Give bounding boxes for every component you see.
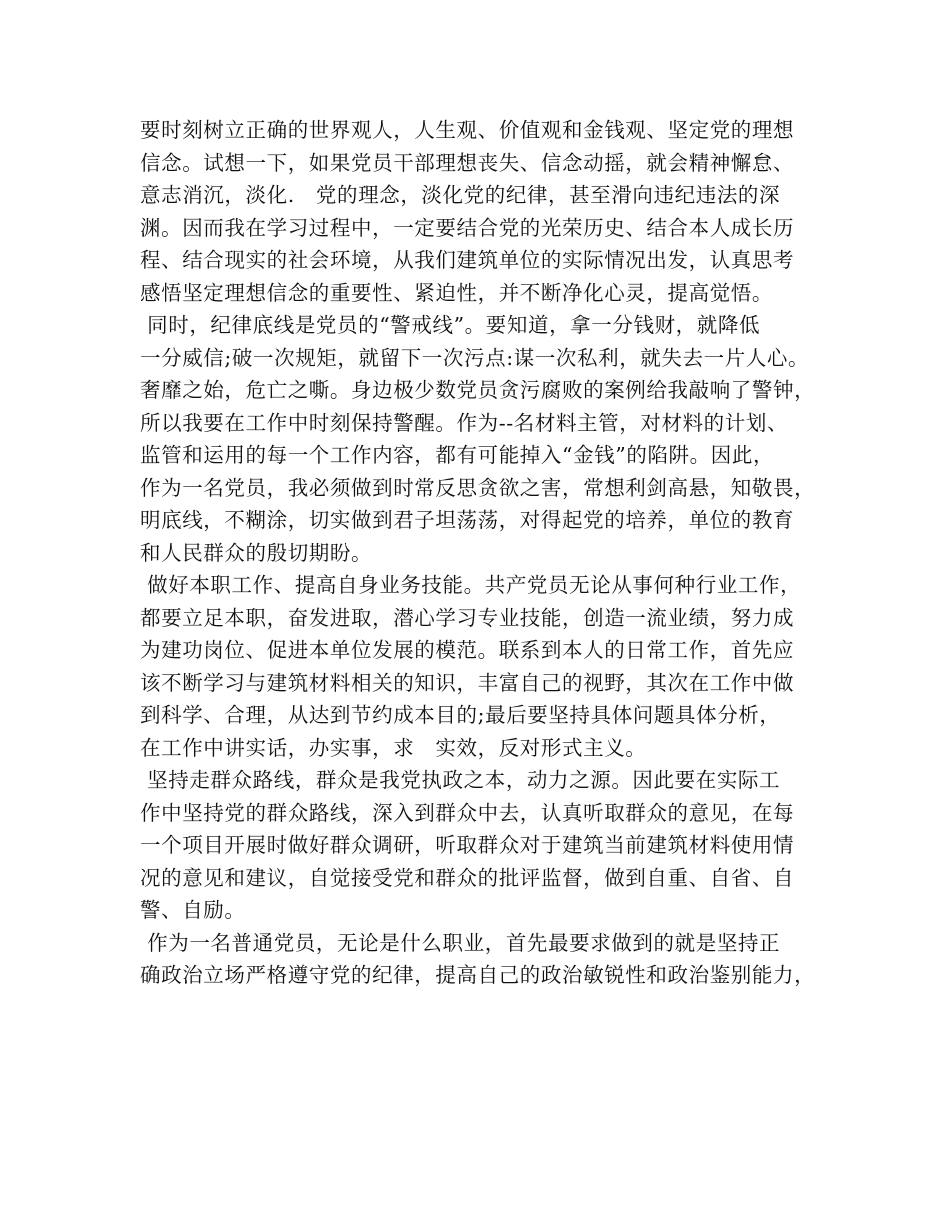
body-text bbox=[140, 114, 830, 992]
text-line: 警、自励。 bbox=[140, 898, 246, 922]
text-line: 和人民群众的殷切期盼。 bbox=[140, 540, 373, 565]
text-line: 明底线，不糊涂，切实做到君子坦荡荡，对得起党的培养，单位的教育 bbox=[140, 508, 795, 532]
text-line: 奢靡之始，危亡之嘶。身边极少数党员贪污腐败的案例给我敲响了警钟， bbox=[140, 378, 816, 402]
text-line: 作为一名党员，我必须做到时常反思贪欲之害，常想利剑高悬，知敬畏， bbox=[140, 475, 816, 500]
text-line: 坚持走群众路线，群众是我党执政之本，动力之源。因此要在实际工 bbox=[140, 768, 781, 792]
text-line: 都要立足本职，奋发进取，潜心学习专业技能，创造一流业绩，努力成 bbox=[140, 605, 795, 630]
text-line: 渊。因而我在学习过程中，一定要结合党的光荣历史、结合本人成长历 bbox=[140, 215, 795, 240]
text-line: 要时刻树立正确的世界观人，人生观、价值观和金钱观、坚定党的理想 bbox=[140, 118, 795, 142]
text-line: 意志消沉，淡化. 党的理念，淡化党的纪律，甚至滑向违纪违法的深 bbox=[140, 183, 781, 207]
text-line: 到科学、合理，从达到节约成本目的;最后要坚持具体问题具体分析， bbox=[140, 703, 781, 727]
text-line: 为建功岗位、促进本单位发展的模范。联系到本人的日常工作，首先应 bbox=[140, 638, 795, 662]
text-line: 一个项目开展时做好群众调研，听取群众对于建筑当前建筑材料使用情 bbox=[140, 833, 795, 857]
text-line: 一分威信;破一次规矩，就留下一次污点:谋一次私利，就失去一片人心。 bbox=[140, 345, 810, 370]
text-line: 做好本职工作、提高自身业务技能。共产党员无论从事何种行业工作， bbox=[140, 573, 802, 597]
text-line: 程、结合现实的社会环境，从我们建筑单位的实际情况出发，认真思考 bbox=[140, 248, 795, 272]
text-line: 该不断学习与建筑材料相关的知识，丰富自己的视野，其次在工作中做 bbox=[140, 670, 795, 695]
text-line: 在工作中讲实话，办实事，求 实效，反对形式主义。 bbox=[140, 735, 647, 760]
text-line: 作中坚持党的群众路线，深入到群众中去，认真听取群众的意见，在每 bbox=[140, 800, 795, 825]
text-line: 监管和运用的每一个工作内容，都有可能掉入“金钱”的陷阱。因此， bbox=[140, 443, 775, 467]
text-line: 同时，纪律底线是党员的“警戒线”。要知道，拿一分钱财，就降低 bbox=[140, 313, 761, 337]
text-line: 作为一名普通党员，无论是什么职业，首先最要求做到的就是坚持正 bbox=[140, 930, 781, 955]
text-line: 确政治立场严格遵守党的纪律，提高自己的政治敏锐性和政治鉴别能力， bbox=[140, 963, 816, 987]
text-line: 感悟坚定理想信念的重要性、紧迫性，并不断净化心灵，提高觉悟。 bbox=[140, 280, 773, 305]
text-line: 所以我要在工作中时刻保持警醒。作为--名材料主管，对材料的计划、 bbox=[140, 410, 789, 435]
text-line: 信念。试想一下，如果党员干部理想丧失、信念动摇，就会精神懈怠、 bbox=[140, 150, 795, 175]
text-line: 况的意见和建议，自觉接受党和群众的批评监督，做到自重、自省、自 bbox=[140, 865, 795, 890]
